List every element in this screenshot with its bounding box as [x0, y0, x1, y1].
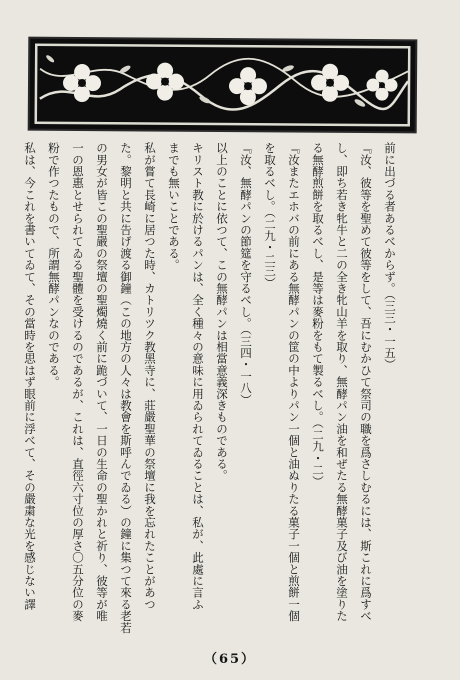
decorative-header-banner [30, 39, 416, 132]
text-line: キリスト教に於けるパンは、全く種々の意味に用ゐられてゐることは、私が、此處に言ふ [191, 142, 205, 610]
text-line: 私が嘗て長崎に居つた時、カトリツク教黑寺に、莊嚴聖華の祭壇に我を忘れたことがあつ [143, 142, 157, 610]
vertical-text-body [23, 142, 402, 642]
floral-vine-ornament-icon [30, 39, 416, 132]
text-line: 『汝、彼等を聖めて彼等をして、吾にむかひて祭司の職を爲さしむるには、斯これに爲すべ [359, 142, 373, 622]
text-line: る無酵煎餅を取るべし、是等は麥粉をもて製るべし。（二九・二） [311, 142, 325, 488]
text-line: 『汝またエホバの前にある無酵パンの筐の中よりパン一個と油ぬりたる菓子一個と煎餅一個 [287, 142, 301, 622]
text-line: 『汝、無酵パンの節筵を守るべし。（三四・一八） [239, 142, 253, 406]
text-line: た。黎明と共に告げ渡る御鐘（この地方の人々は教會を斯呼んでゐる）の鐘に集つて來る老若 [119, 142, 133, 634]
text-line: し、即ち若き牝牛と二の全き牝山羊を取り、無酵パン油を和ぜたる無酵菓子及び油を塗りた [335, 142, 349, 622]
text-line: 以上のことに依つて、この無酵パンは相當意義深きものである。 [215, 142, 229, 482]
text-line: を取るべし。（二九・二三） [263, 142, 277, 289]
text-line: の男女が皆この聖嚴の祭壇の聖燭燒く前に跪づいて、一日の生命の聖かれと祈り、彼等が唯 [95, 142, 109, 622]
text-line: 粉で作つたもので、所謂無酵パンなのである。 [47, 142, 61, 388]
text-line: 一の恩惠とせられてゐる聖體を受けるのであるが、これは、直徑六寸位の厚さ〇五分位の麥 [71, 142, 85, 622]
text-line: までも無いことである。 [167, 142, 181, 271]
text-line: 私は、今これを書いてゐて、その當時を思はず眼前に浮べて、その嚴粛な光を感じない譯 [23, 142, 37, 610]
page-number: （65） [203, 652, 257, 667]
text-line: 前に出づる者あるべからず。（三三・一五） [383, 142, 397, 371]
